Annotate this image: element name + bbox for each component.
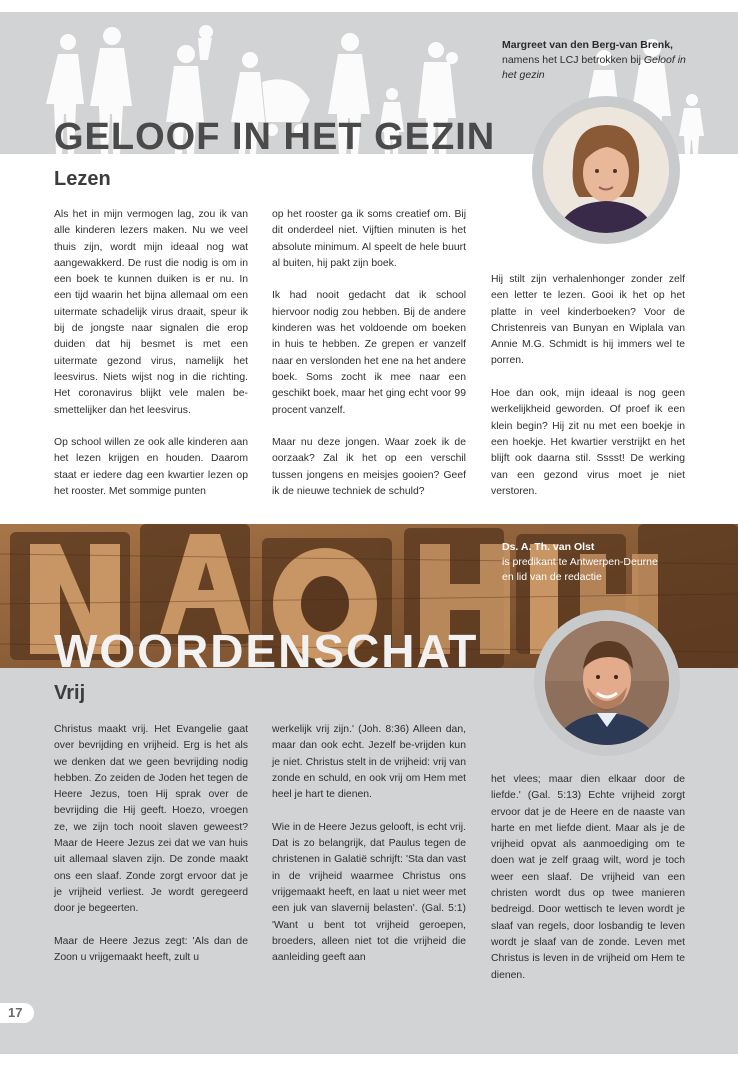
paragraph: Christus maakt vrij. Het Evangelie gaat over bevrijding en vrijheid. Erg is het als we denken dat we geen bevrijding nodig hebben. Zo zeiden de Joden het tegen de Heere Jezus, toen Hij sprak over de bevrijding die Hij geeft. Hoezo, vroegen ze, we zijn toch nooit slaven geweest? Maar de Heere Jezus zei dat we van huis uit allemaal slaven zijn. De zonde maakt ons een slaaf. Zonde zorgt ervoor dat je je vrijheid verliest. Je wordt geregeerd door je begeerten. (54, 724, 248, 915)
author-role-text: namens het LCJ betrokken bij (502, 54, 641, 66)
article-column-3 (491, 272, 685, 500)
section-subtitle-vrij: Vrij (54, 682, 86, 704)
page-title-geloof-in-het-gezin: GELOOF IN HET GEZIN (54, 116, 496, 158)
author-portrait-1 (543, 107, 669, 233)
paragraph: Maar nu deze jongen. Waar zoek ik de oorzaak? Zal ik het op een verschil tussen jongens en meisjes gooien? Geef ik de nieuwe techniek de schuld? (272, 437, 466, 498)
section-subtitle-lezen: Lezen (54, 168, 111, 190)
paragraph: Op school willen ze ook alle kinderen aan het lezen krijgen en houden. Daarom staat er iedere dag een kwartier lezen op het rooster. Met sommige punten (54, 437, 248, 498)
author-credit-2 (502, 540, 702, 585)
page-number: 17 (0, 1003, 34, 1023)
author-role-line1: is predikant te Antwerpen-Deurne (502, 556, 658, 568)
article-column-3 (491, 772, 685, 984)
paragraph: Maar de Heere Jezus zegt: 'Als dan de Zoon u vrijgemaakt heeft, zult u (54, 935, 248, 964)
paragraph: Wie in de Heere Jezus gelooft, is echt vrij. Dat is zo belangrijk, dat Paulus tegen de christenen in Galatië schrijft: 'Sta dan vast in de vrijheid waarmee Christus ons vrijgemaakt heeft, en laat u niet weer met een juk van slavernij belasten'. (Gal. 5:1) 'Want u bent tot vrijheid geroepen, broeders, alleen niet tot die vrijheid die aanleiding geeft aan (272, 821, 466, 964)
paragraph: Hij stilt zijn verhalenhonger zonder zelf een letter te lezen. Gooi ik het op het platte in veel kinderboeken? Voor de Christenreis van Bunyan en Wiplala van Annie M.G. Schmidt is hij immers wel te porren. (491, 274, 685, 367)
author-name: Ds. A. Th. van Olst (502, 541, 595, 553)
page-title-woordenschat: WOORDENSCHAT (54, 625, 479, 677)
paragraph: Ik had nooit gedacht dat ik school hiervoor nodig zou hebben. Bij de andere kinderen was het voldoende om boeken in huis te hebben. Ze grepen er vanzelf naar en verslonden het ene na het andere boek. Soms zocht ik mee naar een geschikt boek, maar het ging echt voor 99 procent vanzelf. (272, 290, 466, 416)
article-column-2 (272, 722, 466, 966)
author-role (502, 53, 702, 83)
article-column-1 (54, 207, 248, 500)
author-portrait-2 (545, 621, 669, 745)
author-credit-1 (502, 38, 702, 83)
portrait-man-image (545, 621, 669, 745)
paragraph: Als het in mijn vermogen lag, zou ik van alle kinderen lezers maken. Nu we veel thuis zijn, wordt mijn ideaal nog wat aangewakkerd. De rust die nodig is om in een boek te kunnen duiken is er nu. In een tijd waarin het bijna allemaal om een uitermate schadelijk virus draait, speur ik bij de jongste naar signalen die erop duiden dat hij besmet is met een uitermate gezond virus, namelijk het leesvirus. Niets wijst nog in die richting. Het coronavirus blijkt vele malen be-smettelijker dan het leesvirus. (54, 209, 248, 416)
paragraph: op het rooster ga ik soms creatief om. Bij dit onderdeel niet. Vijftien minuten is het absolute minimum. Al speelt de hele buurt al buiten, hij pakt zijn boek. (272, 209, 466, 269)
paragraph: het vlees; maar dien elkaar door de liefde.' (Gal. 5:13) Echte vrijheid zorgt ervoor dat je de Heere en de naaste van harte en met liefde dient. Maar als je de vrijheid opvat als aanmoediging om te doen wat je zelf graag wilt, word je toch weer een slaaf. De vrijheid van een christen wordt dus op twee manieren bedreigd. Door wettisch te leven wordt je slaaf van regels, door losbandig te leven wordt je slaaf van de zonde. Leven met Christus is leven in de vrijheid om Hem te dienen. (491, 774, 685, 981)
article-column-2 (272, 207, 466, 500)
author-name: Margreet van den Berg-van Brenk, (502, 39, 673, 51)
author-role-italic: Geloof in het gezin (502, 54, 686, 81)
article-column-1 (54, 722, 248, 966)
portrait-woman-image (543, 107, 669, 233)
paragraph: werkelijk vrij zijn.' (Joh. 8:36) Alleen dan, maar dan ook echt. Jezelf be-vrijden kun je niet. Christus stelt in de vrijheid: vrij van zonde en schuld, en ook vrij om Hem met heel je hart te dienen. (272, 724, 466, 801)
paragraph: Hoe dan ook, mijn ideaal is nog geen werkelijkheid geworden. Of proef ik een klein begin? Hij zit nu met een boekje in een hoekje. Het kwartier verstrijkt en het blijft ook daarna stil. Sssst! De werking van een gezond virus moet je niet verstoren. (491, 388, 685, 497)
author-role-line2: en lid van de redactie (502, 571, 602, 583)
